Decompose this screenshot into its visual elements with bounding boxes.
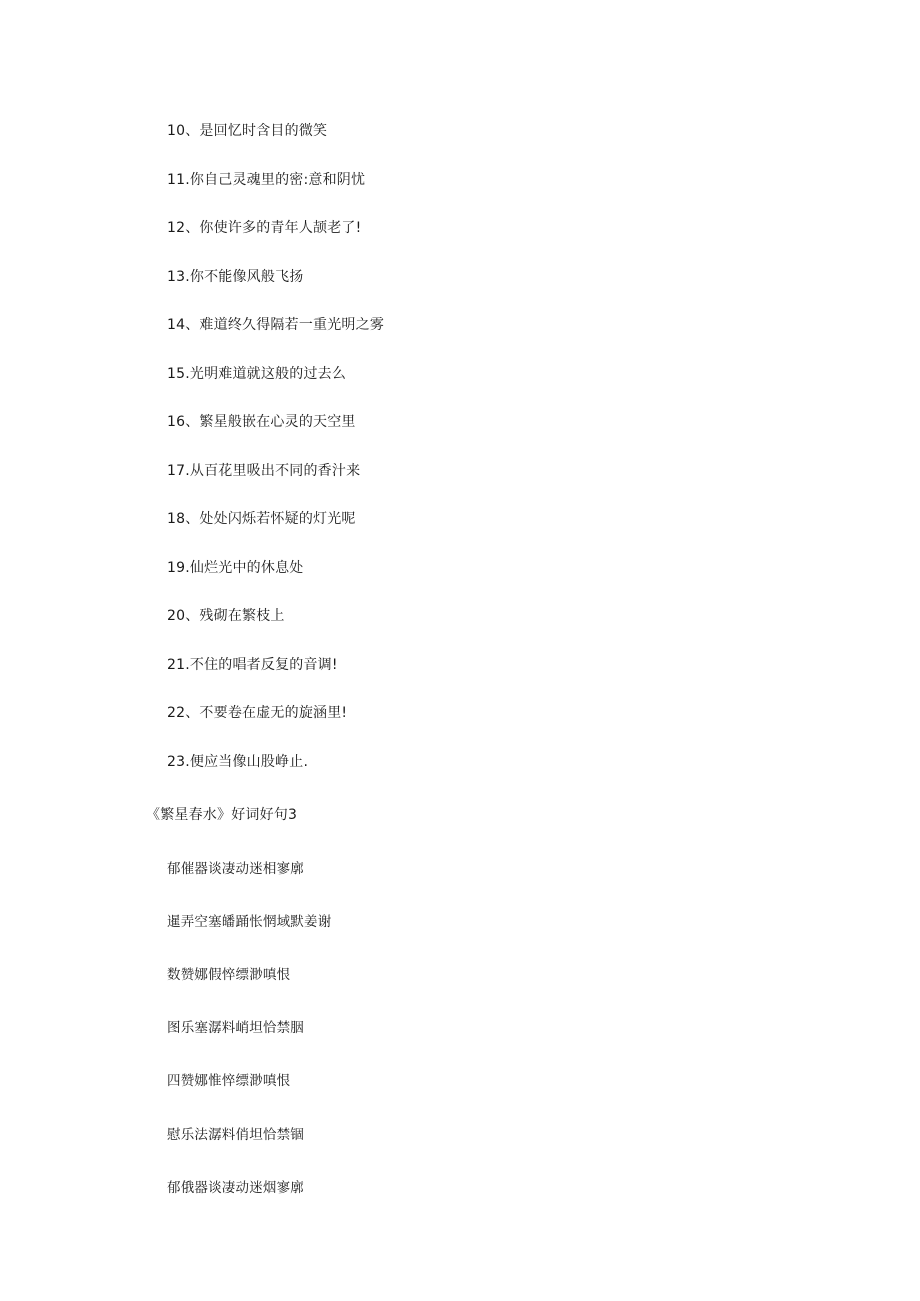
section-heading: 《繁星春水》好词好句3 bbox=[146, 807, 298, 823]
sentence-17: 17.从百花里吸出不同的香汁来 bbox=[167, 463, 361, 479]
sentence-20: 20、残砌在繁枝上 bbox=[167, 608, 285, 624]
sentence-13: 13.你不能像风般飞扬 bbox=[167, 269, 304, 285]
word-row: 图乐塞潺料峭坦恰禁胭 bbox=[167, 1020, 304, 1036]
sentence-16: 16、繁星般嵌在心灵的天空里 bbox=[167, 414, 356, 430]
word-row: 郁俄器谈凄动迷烟寥廓 bbox=[167, 1180, 304, 1196]
word-row: 数赞娜假悴缥渺嗔恨 bbox=[167, 967, 291, 983]
sentence-19: 19.仙烂光中的休息处 bbox=[167, 560, 304, 576]
sentence-10: 10、是回忆时含目的微笑 bbox=[167, 123, 328, 139]
sentence-21: 21.不住的唱者反复的音调! bbox=[167, 657, 338, 673]
sentence-15: 15.光明难道就这般的过去么 bbox=[167, 366, 347, 382]
word-row: 四赞娜惟悴缥渺嗔恨 bbox=[167, 1073, 291, 1089]
word-row: 慰乐法潺料俏坦恰禁锢 bbox=[167, 1127, 304, 1143]
word-row: 郁催器谈凄动迷相寥廓 bbox=[167, 861, 304, 877]
sentence-22: 22、不要卷在虚无的旋涵里! bbox=[167, 705, 348, 721]
word-row: 暹弄空塞皤踊怅惘域默姜谢 bbox=[167, 914, 332, 930]
sentence-18: 18、处处闪烁若怀疑的灯光呢 bbox=[167, 511, 356, 527]
sentence-12: 12、你使许多的青年人颉老了! bbox=[167, 220, 362, 236]
sentence-14: 14、难道终久得隔若一重光明之雾 bbox=[167, 317, 385, 333]
sentence-23: 23.便应当像山股峥止. bbox=[167, 754, 309, 770]
sentence-11: 11.你自己灵魂里的密:意和阴忧 bbox=[167, 172, 366, 188]
